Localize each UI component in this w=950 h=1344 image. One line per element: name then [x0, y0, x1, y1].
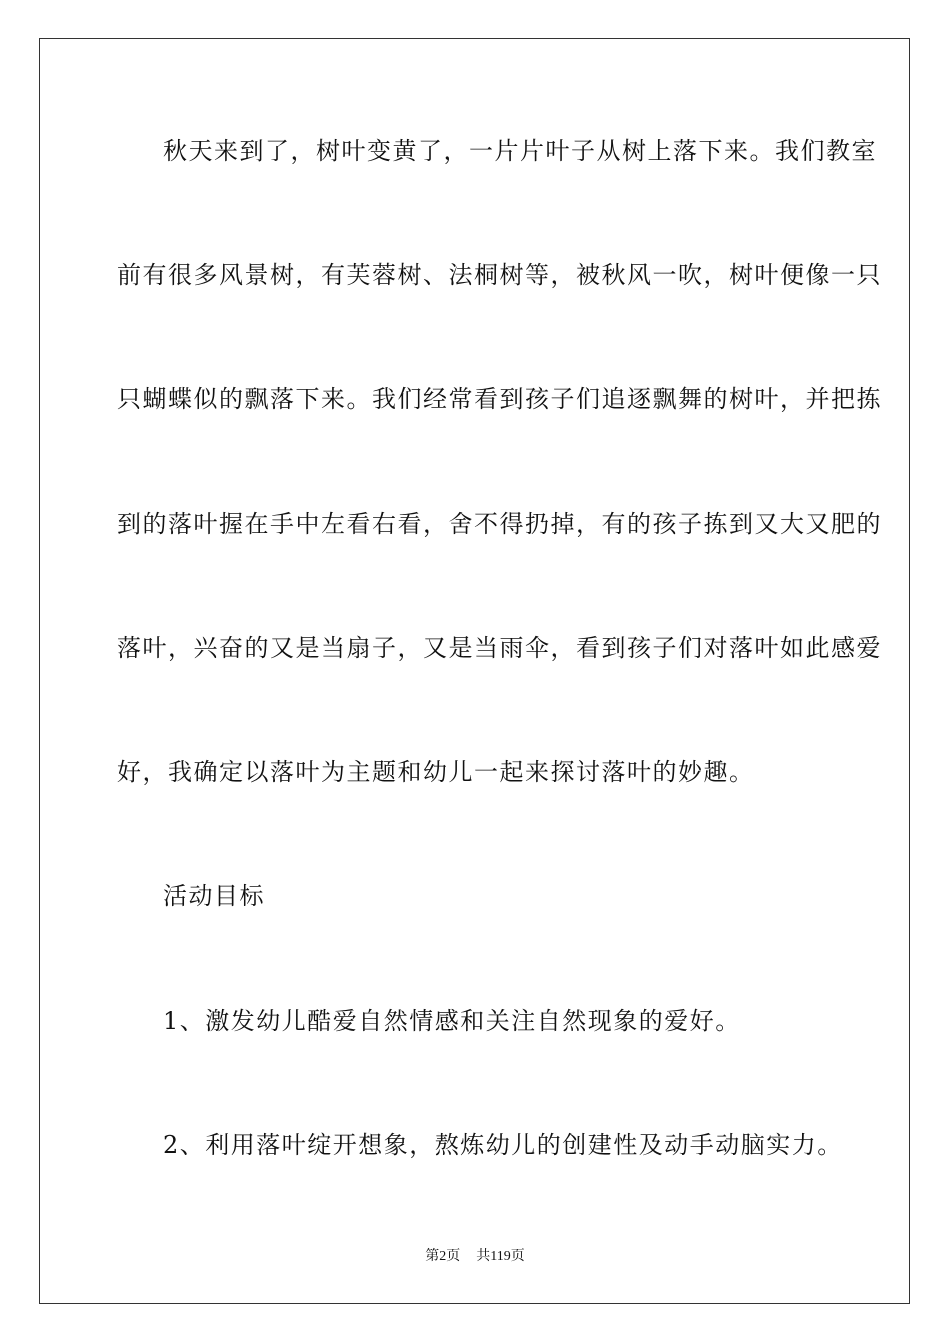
- page-border: [39, 38, 910, 1304]
- page-number: 第2页: [425, 1249, 461, 1264]
- goal-item-2: 2、利用落叶绽开想象，熬炼幼儿的创建性及动手动脑实力。: [163, 1131, 843, 1159]
- paragraph-line-5: 落叶，兴奋的又是当扇子，又是当雨伞，看到孩子们对落叶如此感爱: [117, 634, 882, 662]
- paragraph-line-6: 好，我确定以落叶为主题和幼儿一起来探讨落叶的妙趣。: [117, 758, 755, 786]
- section-heading: 活动目标: [163, 882, 265, 910]
- paragraph-line-2: 前有很多风景树，有芙蓉树、法桐树等，被秋风一吹，树叶便像一只: [117, 261, 882, 289]
- goal-item-1: 1、激发幼儿酷爱自然情感和关注自然现象的爱好。: [163, 1007, 741, 1035]
- page-footer: [0, 1248, 950, 1266]
- paragraph-line-1: 秋天来到了，树叶变黄了，一片片叶子从树上落下来。我们教室: [163, 137, 877, 165]
- page-total: 共119页: [476, 1249, 525, 1264]
- paragraph-line-3: 只蝴蝶似的飘落下来。我们经常看到孩子们追逐飘舞的树叶，并把拣: [117, 385, 882, 413]
- paragraph-line-4: 到的落叶握在手中左看右看，舍不得扔掉，有的孩子拣到又大又肥的: [117, 510, 882, 538]
